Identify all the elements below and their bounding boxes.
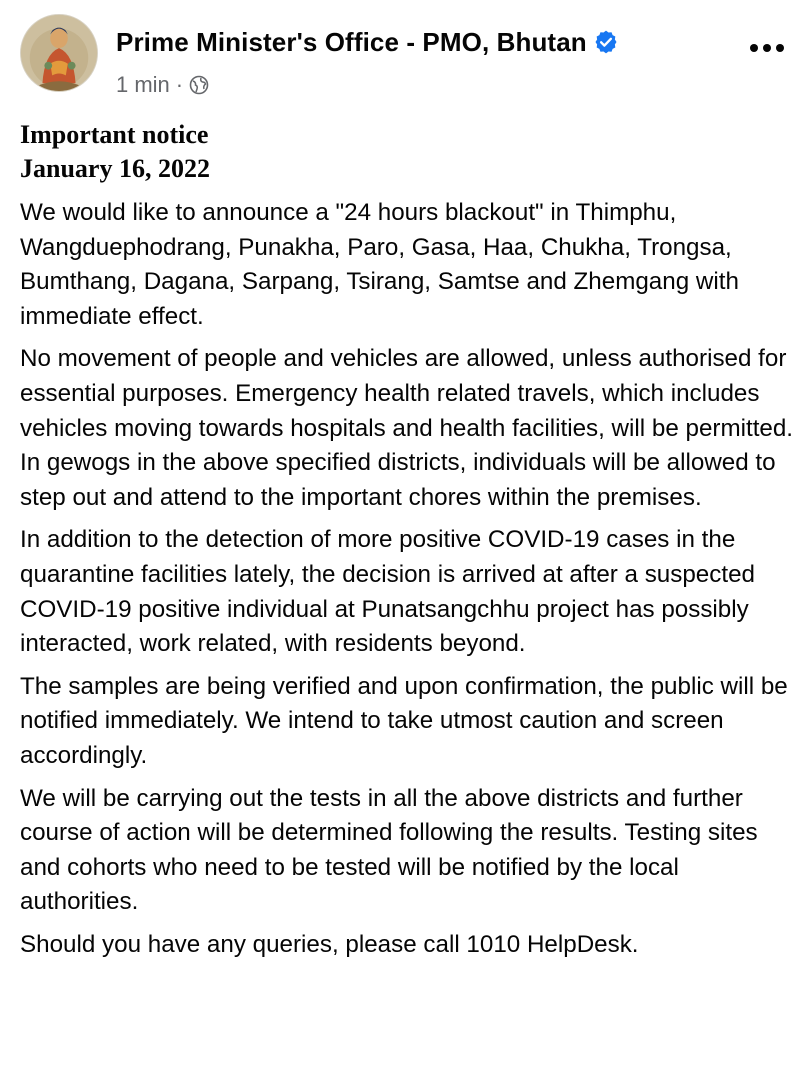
post-timestamp[interactable]: 1 min: [116, 72, 170, 97]
paragraph-reason: In addition to the detection of more positive COVID-19 cases in the quarantine facilities lately, the decision is arrived at after a suspected COVID-19 positive individual at Punatsangchhu project has possibly interacted, work related, with residents beyond.: [20, 526, 755, 658]
page-name-row: [116, 22, 619, 62]
paragraph-blackout-announcement: We would like to announce a "24 hours blackout" in Thimphu, Wangduephodrang, Punakha, Paro, Gasa, Haa, Chukha, Trongsa, Bumthang, Dagana, Sarpang, Tsirang, Samtse and Zhemgang with immediate effect.: [20, 199, 739, 330]
notice-date: January 16, 2022: [20, 154, 210, 183]
paragraph-movement-restrictions: No movement of people and vehicles are allowed, unless authorised for essential purposes. Emergency health related travels, which includes vehicles moving towards hospitals and health facilities, will be permitted. In gewogs in the above specified districts, individuals will be allowed to step out and attend to the important chores within the premises.: [20, 345, 794, 511]
notice-title: Important notice: [20, 120, 209, 149]
paragraph-testing: We will be carrying out the tests in all the above districts and further course of action will be determined following the results. Testing sites and cohorts who need to be tested will be notified by the local authorities.: [20, 784, 758, 916]
notice-heading: [20, 118, 210, 186]
paragraph-helpdesk: Should you have any queries, please call 1010 HelpDesk.: [20, 930, 639, 958]
paragraph-samples: The samples are being verified and upon confirmation, the public will be notified immediately. We intend to take utmost caution and screen accordingly.: [20, 672, 788, 769]
post-body: [20, 196, 795, 970]
meta-separator: ·: [175, 72, 184, 97]
avatar-image: [21, 15, 97, 91]
page-name-link[interactable]: Prime Minister's Office - PMO, Bhutan: [116, 26, 587, 57]
globe-icon[interactable]: [189, 75, 209, 95]
verified-badge-icon: [593, 29, 619, 55]
more-options-icon: [749, 43, 785, 53]
page-avatar[interactable]: [20, 14, 98, 92]
post-header: [20, 14, 790, 97]
more-options-button[interactable]: [744, 34, 790, 62]
post-meta: [116, 70, 209, 100]
